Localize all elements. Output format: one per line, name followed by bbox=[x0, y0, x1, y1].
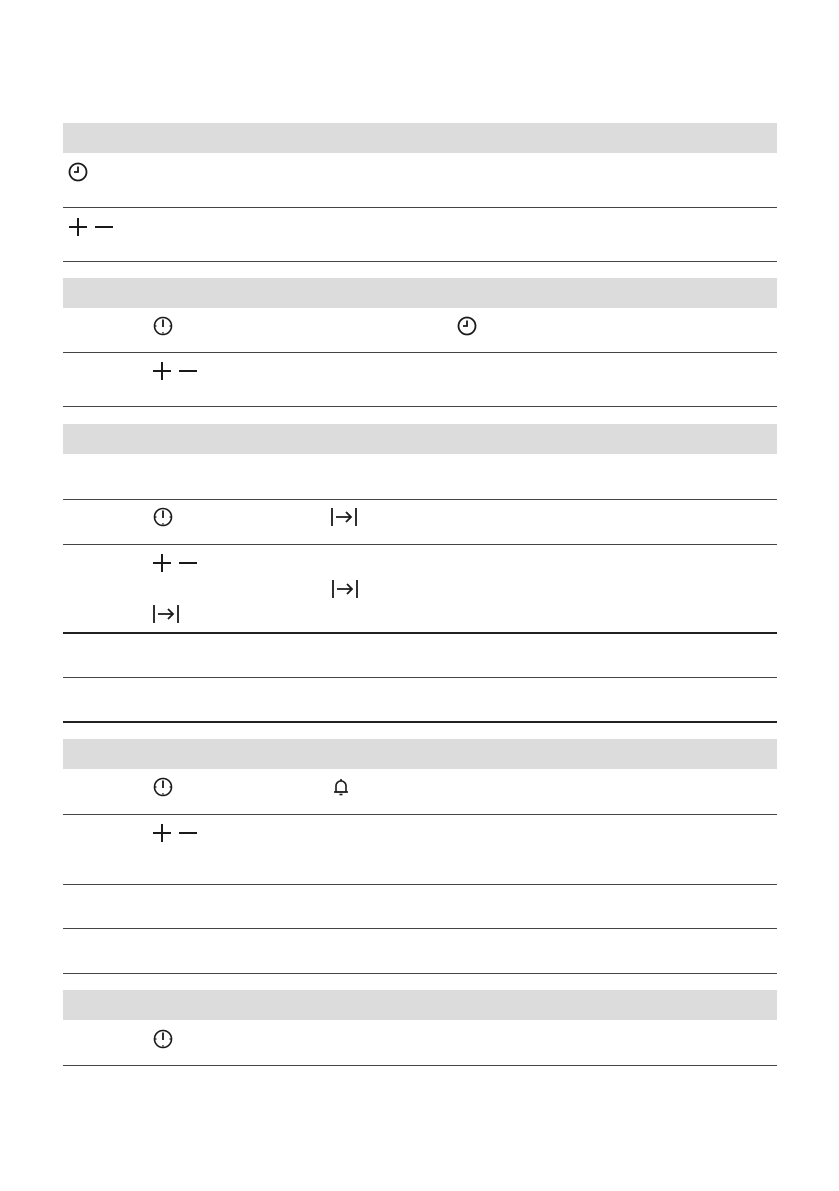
end-arrow-icon bbox=[152, 603, 180, 625]
row-divider bbox=[63, 928, 777, 929]
section-divider bbox=[63, 632, 777, 634]
row-divider bbox=[63, 884, 777, 885]
row-divider bbox=[63, 814, 777, 815]
end-arrow-icon bbox=[330, 506, 358, 528]
clock-icon bbox=[67, 161, 89, 183]
row-divider bbox=[63, 499, 777, 500]
section-header-bar bbox=[63, 123, 777, 153]
plus-minus-icon bbox=[151, 822, 199, 844]
clock-icon bbox=[456, 315, 478, 337]
bell-icon bbox=[330, 776, 352, 798]
plus-minus-icon bbox=[151, 360, 199, 382]
section-header-bar bbox=[63, 739, 777, 769]
section-header-bar bbox=[63, 424, 777, 454]
timer-icon bbox=[152, 1028, 174, 1050]
row-divider bbox=[63, 973, 777, 974]
section-header-bar bbox=[63, 990, 777, 1020]
timer-icon bbox=[152, 315, 174, 337]
row-divider bbox=[63, 1065, 777, 1066]
row-divider bbox=[63, 352, 777, 353]
row-divider bbox=[63, 261, 777, 262]
timer-icon bbox=[152, 506, 174, 528]
plus-minus-icon bbox=[151, 552, 199, 574]
row-divider bbox=[63, 677, 777, 678]
timer-icon bbox=[152, 776, 174, 798]
section-divider bbox=[63, 721, 777, 723]
row-divider bbox=[63, 406, 777, 407]
row-divider bbox=[63, 207, 777, 208]
end-arrow-icon bbox=[331, 578, 359, 600]
section-header-bar bbox=[63, 278, 777, 308]
row-divider bbox=[63, 544, 777, 545]
plus-minus-icon bbox=[67, 216, 115, 238]
